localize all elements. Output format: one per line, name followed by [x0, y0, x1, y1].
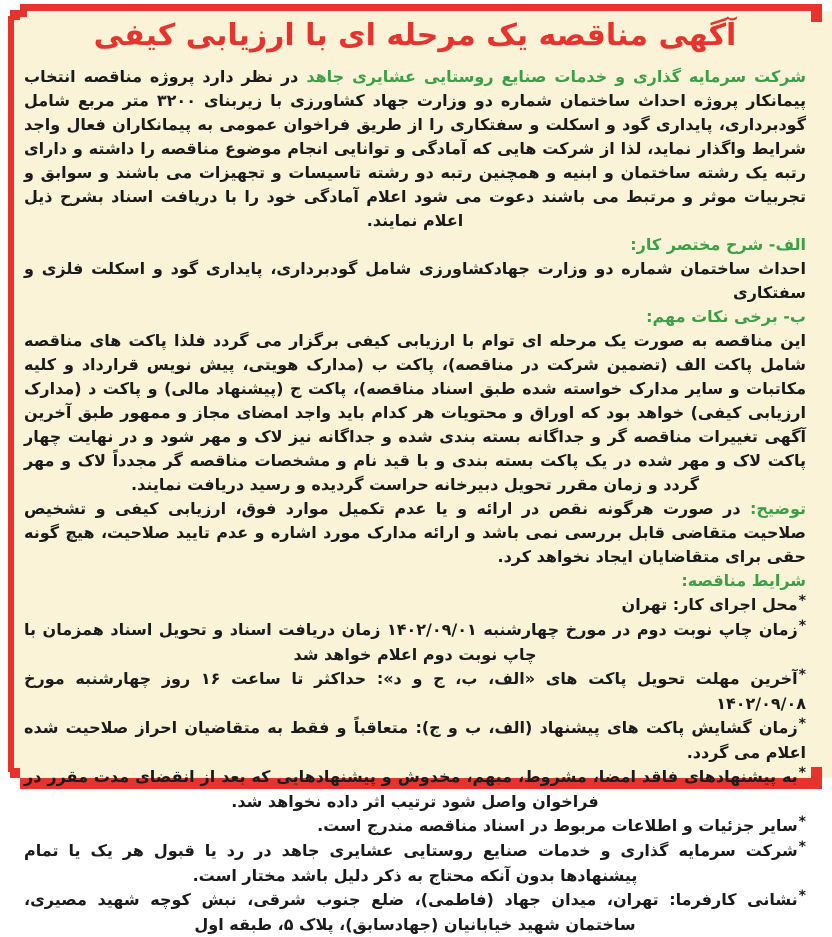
term-item — [24, 667, 806, 716]
term-item — [24, 888, 806, 937]
section-b-heading: ب- برخی نکات مهم: — [646, 307, 806, 326]
ad-title: آگهی مناقصه یک مرحله ای با ارزیابی کیفی — [93, 18, 737, 53]
term-text: زمان گشایش پاکت های پیشنهاد (الف، ب و ج): متعاقباً و فقط به متقاضیان احراز صلاحیت شده اعلام می گردد. — [24, 718, 806, 762]
term-item — [24, 618, 806, 667]
intro-paragraph — [24, 65, 806, 233]
asterisk-marker: * — [798, 667, 806, 683]
note-label: توضیح: — [740, 499, 806, 518]
term-text: شرکت سرمایه گذاری و خدمات صنایع روستایی عشایری جاهد در رد یا قبول هر یک یا تمام پیشنهادها بدون آنکه محتاج به ذکر دلیل باشد مختار است. — [24, 841, 798, 885]
frame-left-line — [8, 16, 14, 772]
note-paragraph — [24, 497, 806, 569]
section-b-body: این مناقصه به صورت یک مرحله ای توام با ارزیابی کیفی برگزار می گردد فلذا پاکت های مناقصه شامل پاکت الف (تضمین شرکت در مناقصه)، پاکت ب (مدارک هویتی، پیش نویس قرارداد و کلیه مکاتبات و سایر مدارک خواسته شده طبق اسناد مناقصه)، پاکت ج (پیشنهاد مالی) و پاکت د (مدارک ارزیابی کیفی) خواهد بود که اوراق و محتویات هر کدام باید واجد امضای مجاز و ممهور طبق آخرین آگهی تغییرات مناقصه گر و جداگانه بسته بندی شده و جداگانه نیز لاک و مهر شود و در نهایت چهار پاکت لاک و مهر شده در یک پاکت بسته بندی و با قید نام و مشخصات مناقصه گر مجدداً لاک و مهر گردد و زمان مقرر تحویل دبیرخانه حراست گردیده و رسید دریافت نمایند. — [24, 331, 806, 494]
term-text: به پیشنهادهای فاقد امضا، مشروط، مبهم، مخدوش و پیشنهادهایی که بعد از انقضای مدت مقرر در فراخوان واصل شود ترتیب اثر داده نخواهد شد. — [24, 767, 798, 811]
asterisk-marker: * — [798, 839, 806, 855]
asterisk-marker: * — [798, 716, 806, 732]
ad-content — [24, 11, 806, 937]
section-a-heading: الف- شرح مختصر کار: — [630, 235, 806, 254]
term-text: محل اجرای کار: تهران — [621, 595, 798, 614]
term-item — [24, 814, 806, 839]
company-name: شرکت سرمایه گذاری و خدمات صنایع روستایی عشایری جاهد — [298, 67, 806, 86]
term-item — [24, 716, 806, 765]
term-text: زمان چاپ نوبت دوم در مورخ چهارشنبه ۱۴۰۲/۰۹/۰۱ زمان دریافت اسناد و تحویل اسناد همزمان با چاپ نوبت دوم اعلام خواهد شد — [24, 620, 798, 664]
term-item — [24, 593, 806, 618]
term-text: سایر جزئیات و اطلاعات مربوط در اسناد مناقصه مندرج است. — [317, 816, 798, 835]
asterisk-marker: * — [798, 593, 806, 609]
term-item — [24, 765, 806, 814]
terms-heading: شرایط مناقصه: — [681, 571, 806, 590]
note-text: در صورت هرگونه نقص در ارائه و یا عدم تکمیل موارد فوق، ارزیابی کیفی و تشخیص صلاحیت متقاضی قابل بررسی نمی باشد و ارائه مدارک مورد اشاره و عدم تایید صلاحیت، هیچ گونه حقی برای متقاضایان ایجاد نخواهد کرد. — [24, 499, 806, 566]
asterisk-marker: * — [798, 618, 807, 634]
term-text: آخرین مهلت تحویل پاکت های «الف، ب، ج و د»: حداکثر تا ساعت ۱۶ روز چهارشنبه مورخ ۱۴۰۲/۰۹/۰۸ — [24, 669, 806, 713]
asterisk-marker: * — [798, 888, 806, 904]
frame-top-bar — [20, 4, 822, 11]
section-a-body: احداث ساختمان شماره دو وزارت جهادکشاورزی شامل گودبرداری، پایداری گود و اسکلت فلزی و سفتکاری — [24, 259, 806, 302]
term-text: نشانی کارفرما: تهران، میدان جهاد (فاطمی)، ضلع جنوب شرقی، نبش کوچه شهید مصیری، ساختمان شهید خیابانیان (جهادسابق)، پلاک ۵، طبقه اول — [24, 890, 798, 934]
asterisk-marker: * — [798, 765, 806, 781]
asterisk-marker: * — [798, 814, 806, 830]
intro-text: در نظر دارد پروژه مناقصه انتخاب پیمانکار پروژه احداث ساختمان شماره دو وزارت جهاد کشاورزی با زیربنای ۳۲۰۰ متر مربع شامل گودبرداری، پایداری گود و اسکلت و سفتکاری را از طریق فراخوان عمومی به پیمانکاران فعال واجد شرایط واگذار نماید، لذا از شرکت هایی که آمادگی و توانایی انجام موضوع مناقصه را داشته و دارای رتبه یک رشته ساختمان و ابنیه و همچنین رتبه دو رشته تاسیسات و تجهیزات می باشند و سوابق و تجربیات موثر و مرتبط می باشند دعوت می شود اعلام آمادگی خود را با دریافت اسناد بشرح ذیل اعلام نمایند. — [24, 67, 807, 230]
term-item — [24, 839, 806, 888]
terms-list — [24, 593, 806, 937]
